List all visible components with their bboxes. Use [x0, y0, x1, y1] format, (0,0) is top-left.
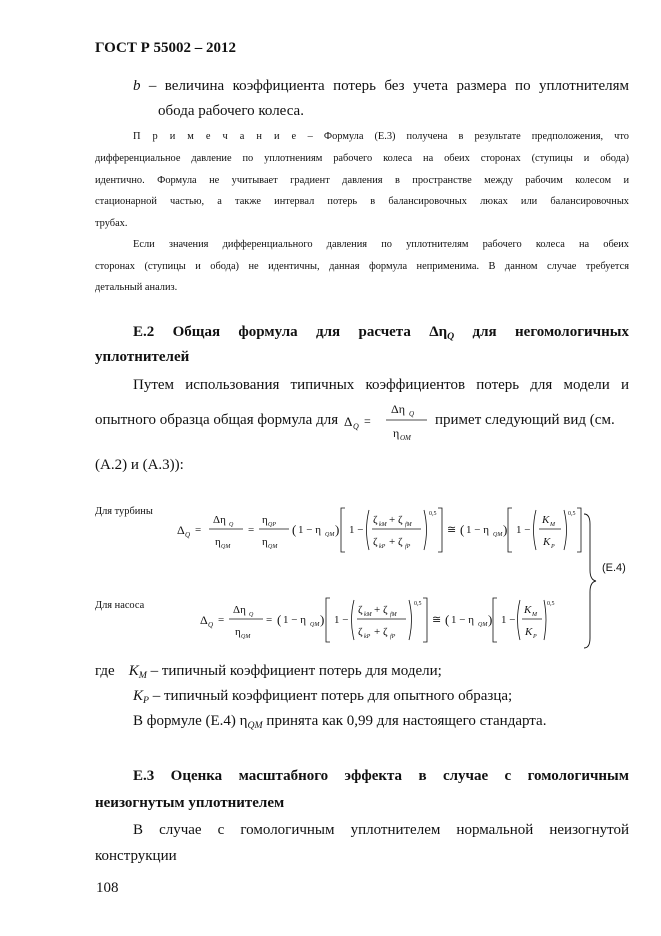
eta-qm-symbol: η: [239, 713, 248, 729]
svg-text:ζ: ζ: [373, 514, 378, 526]
svg-text:QM: QM: [241, 634, 251, 640]
delta-eta-symbol: Δη: [429, 324, 448, 340]
svg-text:+ ζ: + ζ: [389, 514, 403, 526]
note-para2-line2: сторонах (ступицы и обода) не идентичны, данная формула неприменима. В данном случае требуется: [95, 261, 629, 272]
svg-text:M: M: [550, 522, 555, 528]
svg-text:=: =: [364, 414, 371, 428]
svg-text:Δ: Δ: [344, 414, 353, 429]
kp-symbol: K: [133, 688, 144, 704]
svg-text:η: η: [262, 514, 268, 526]
svg-text:K: K: [542, 514, 550, 526]
km-definition: – типичный коэффициент потерь для модели;: [146, 663, 442, 679]
svg-text:Δη: Δη: [213, 514, 226, 526]
section-e2-heading-symbol: [429, 324, 454, 340]
svg-text:kP: kP: [379, 544, 386, 550]
equation-number: (Е.4): [602, 562, 626, 574]
svg-text:ζ: ζ: [373, 536, 378, 548]
section-e2-heading-line2: уплотнителей: [95, 349, 190, 365]
svg-text:): ): [320, 612, 325, 627]
svg-text:Q: Q: [208, 621, 214, 629]
svg-text:≅: ≅: [432, 614, 442, 626]
svg-text:Q: Q: [249, 612, 254, 618]
note-line5: трубах.: [95, 218, 128, 229]
system-brace: [582, 512, 598, 650]
svg-text:1 −: 1 −: [501, 614, 516, 626]
svg-text:1 −: 1 −: [334, 614, 349, 626]
svg-text:Δ: Δ: [200, 613, 208, 627]
svg-text:η: η: [262, 536, 268, 548]
turbine-label: Для турбины: [95, 506, 153, 517]
svg-text:QM: QM: [325, 532, 335, 538]
note-para2-line3: детальный анализ.: [95, 282, 178, 293]
svg-text:fM: fM: [405, 522, 412, 528]
note-line4: стационарной частью, а также интервал потерь в балансировочных люках или балансировочных: [95, 196, 629, 207]
svg-text:+ ζ: + ζ: [374, 604, 388, 616]
svg-text:QM: QM: [493, 532, 503, 538]
where-note-post: принята как 0,99 для настоящего стандарта.: [262, 713, 547, 729]
svg-text:QM: QM: [221, 544, 231, 550]
section-e2-p1-line3: (А.2) и (А.3)):: [95, 457, 184, 473]
svg-text:P: P: [551, 544, 555, 550]
svg-text:(: (: [292, 522, 297, 537]
inline-formula-delta-q: [342, 396, 442, 440]
kp-subscript: P: [143, 695, 149, 706]
section-e3-p1-line1: В случае с гомологичным уплотнителем нормальной неизогнутой: [133, 822, 629, 838]
svg-text:(: (: [445, 612, 450, 627]
note-label: П р и м е ч а н и е: [133, 131, 297, 142]
definition-b-line2: обода рабочего колеса.: [158, 103, 304, 119]
section-e3-p1-line2: конструкции: [95, 848, 177, 864]
note-line1: [133, 129, 629, 145]
kp-definition: – типичный коэффициент потерь для опытного образца;: [148, 688, 513, 704]
section-e2-heading-post: для негомологичных: [454, 324, 629, 340]
symbol-b: b: [133, 78, 141, 94]
svg-text:QM: QM: [268, 544, 278, 550]
svg-text:K: K: [543, 536, 551, 548]
svg-text:Δη: Δη: [233, 604, 246, 616]
svg-text:QM: QM: [478, 622, 488, 628]
svg-text:fP: fP: [405, 544, 411, 550]
svg-text:Δη: Δη: [391, 402, 405, 416]
svg-text:K: K: [525, 626, 533, 638]
svg-text:η: η: [235, 626, 241, 638]
page-number: 108: [96, 880, 119, 896]
svg-text:fM: fM: [390, 612, 397, 618]
pump-label: Для насоса: [95, 600, 145, 611]
turbine-formula: [175, 505, 585, 557]
section-e2-heading-line1: [133, 322, 629, 347]
svg-text:ζ: ζ: [358, 604, 363, 616]
svg-text:Q: Q: [353, 422, 359, 431]
svg-text:+ ζ: + ζ: [374, 626, 388, 638]
svg-text:kP: kP: [364, 634, 371, 640]
svg-text:ζ: ζ: [358, 626, 363, 638]
svg-text:0,5: 0,5: [414, 601, 422, 607]
svg-text:1 − η: 1 − η: [466, 524, 489, 536]
svg-text:=: =: [195, 524, 202, 536]
note-line2: дифференциальное давление по уплотнениям рабочего колеса на обеих сторонах (ступицы и обода): [95, 153, 629, 164]
svg-text:(: (: [277, 612, 282, 627]
where-prefix: где: [95, 663, 115, 679]
km-symbol: K: [128, 663, 139, 679]
definition-b-text: – величина коэффициента потерь без учета размера по уплотнителям: [140, 78, 629, 94]
svg-text:Δ: Δ: [177, 523, 185, 537]
svg-text:(: (: [460, 522, 465, 537]
note-line3: идентично. Формула не учитывает градиент давления в пространстве между рабочим колесом и: [95, 175, 629, 186]
svg-text:1 − η: 1 − η: [451, 614, 474, 626]
svg-text:): ): [335, 522, 340, 537]
where-kp-line: [133, 686, 512, 711]
pump-formula: [198, 595, 558, 647]
section-e3-heading-line2: неизогнутым уплотнителем: [95, 795, 285, 811]
svg-text:0,5: 0,5: [429, 511, 437, 517]
svg-text:=: =: [248, 524, 255, 536]
where-km-line: [95, 661, 442, 686]
svg-text:QM: QM: [400, 434, 411, 440]
svg-text:): ): [488, 612, 493, 627]
svg-text:kM: kM: [379, 522, 387, 528]
svg-text:+ ζ: + ζ: [389, 536, 403, 548]
svg-text:=: =: [266, 614, 273, 626]
svg-text:=: =: [218, 614, 225, 626]
document-header: ГОСТ Р 55002 – 2012: [95, 40, 237, 56]
svg-text:0,5: 0,5: [547, 601, 555, 607]
svg-text:1 −: 1 −: [516, 524, 531, 536]
svg-text:kM: kM: [364, 612, 372, 618]
svg-text:≅: ≅: [447, 524, 457, 536]
eta-qm-subscript: QM: [247, 720, 263, 731]
svg-text:P: P: [533, 634, 537, 640]
svg-text:1 − η: 1 − η: [283, 614, 306, 626]
svg-text:QM: QM: [310, 622, 320, 628]
svg-text:): ): [503, 522, 508, 537]
note-para2-line1: Если значения дифференциального давления по уплотнителям рабочего колеса на обеих: [133, 239, 629, 250]
svg-text:QP: QP: [268, 522, 276, 528]
definition-b-line1: [133, 76, 629, 96]
svg-text:η: η: [215, 536, 221, 548]
section-e2-heading-pre: Е.2 Общая формула для расчета: [133, 324, 430, 340]
where-note-pre: В формуле (Е.4): [133, 713, 240, 729]
svg-text:1 − η: 1 − η: [298, 524, 321, 536]
svg-text:M: M: [532, 612, 537, 618]
section-e3-heading-line1: Е.3 Оценка масштабного эффекта в случае с гомологичным: [133, 768, 629, 784]
note-text: – Формула (Е.3) получена в результате предположения, что: [296, 131, 629, 142]
section-e2-p1-line1: Путем использования типичных коэффициентов потерь для модели и: [133, 377, 629, 393]
section-e2-p1-line2-pre: опытного образца общая формула для: [95, 412, 339, 428]
svg-text:K: K: [524, 604, 532, 616]
svg-text:0,5: 0,5: [568, 511, 576, 517]
section-e2-p1-line2-post: примет следующий вид (см.: [435, 412, 615, 428]
svg-text:Q: Q: [409, 410, 415, 418]
svg-text:Q: Q: [229, 522, 234, 528]
svg-text:η: η: [393, 426, 400, 440]
svg-text:Q: Q: [185, 531, 191, 539]
km-subscript: M: [138, 670, 147, 681]
svg-text:fP: fP: [390, 634, 396, 640]
where-note-line: [133, 711, 546, 736]
svg-text:1 −: 1 −: [349, 524, 364, 536]
delta-eta-subscript: Q: [447, 331, 455, 342]
